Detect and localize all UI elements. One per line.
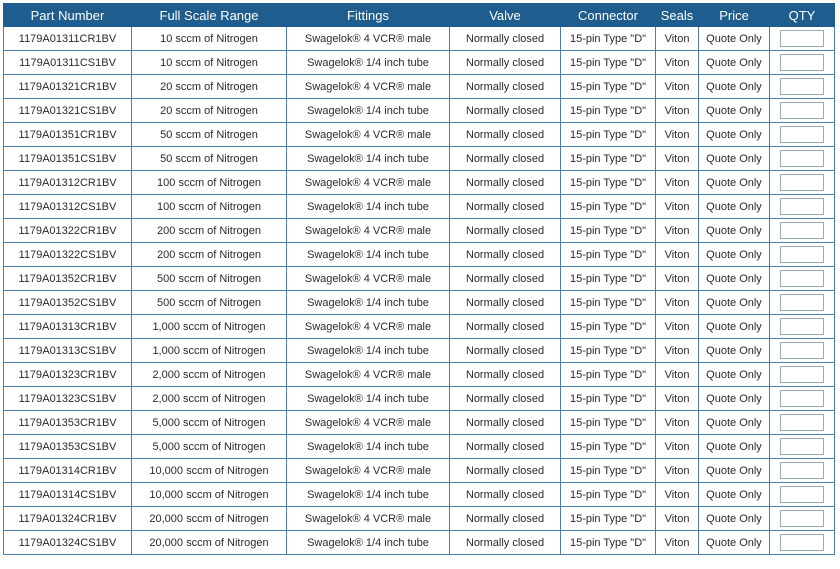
connector-cell: 15-pin Type "D" xyxy=(561,171,656,195)
full-scale-range-cell: 10,000 sccm of Nitrogen xyxy=(132,459,287,483)
connector-cell: 15-pin Type "D" xyxy=(561,219,656,243)
header-qty: QTY xyxy=(770,4,835,27)
header-connector: Connector xyxy=(561,4,656,27)
price-cell: Quote Only xyxy=(699,195,770,219)
seals-cell: Viton xyxy=(656,99,699,123)
qty-cell xyxy=(770,171,835,195)
valve-cell: Normally closed xyxy=(450,195,561,219)
qty-input[interactable] xyxy=(780,390,824,407)
part-number-cell: 1179A01351CS1BV xyxy=(4,147,132,171)
part-number-cell: 1179A01313CR1BV xyxy=(4,315,132,339)
valve-cell: Normally closed xyxy=(450,243,561,267)
seals-cell: Viton xyxy=(656,291,699,315)
price-cell: Quote Only xyxy=(699,339,770,363)
seals-cell: Viton xyxy=(656,411,699,435)
connector-cell: 15-pin Type "D" xyxy=(561,195,656,219)
price-cell: Quote Only xyxy=(699,243,770,267)
seals-cell: Viton xyxy=(656,435,699,459)
qty-input[interactable] xyxy=(780,126,824,143)
fittings-cell: Swagelok® 4 VCR® male xyxy=(287,75,450,99)
qty-cell xyxy=(770,339,835,363)
price-cell: Quote Only xyxy=(699,315,770,339)
seals-cell: Viton xyxy=(656,27,699,51)
qty-input[interactable] xyxy=(780,246,824,263)
seals-cell: Viton xyxy=(656,51,699,75)
seals-cell: Viton xyxy=(656,267,699,291)
qty-cell xyxy=(770,219,835,243)
connector-cell: 15-pin Type "D" xyxy=(561,531,656,555)
seals-cell: Viton xyxy=(656,171,699,195)
table-row xyxy=(4,459,835,483)
part-number-cell: 1179A01313CS1BV xyxy=(4,339,132,363)
valve-cell: Normally closed xyxy=(450,459,561,483)
part-number-cell: 1179A01311CS1BV xyxy=(4,51,132,75)
table-row xyxy=(4,507,835,531)
fittings-cell: Swagelok® 1/4 inch tube xyxy=(287,531,450,555)
seals-cell: Viton xyxy=(656,315,699,339)
connector-cell: 15-pin Type "D" xyxy=(561,75,656,99)
table-row xyxy=(4,51,835,75)
header-seals: Seals xyxy=(656,4,699,27)
qty-cell xyxy=(770,99,835,123)
price-cell: Quote Only xyxy=(699,27,770,51)
connector-cell: 15-pin Type "D" xyxy=(561,459,656,483)
qty-input[interactable] xyxy=(780,534,824,551)
qty-input[interactable] xyxy=(780,462,824,479)
full-scale-range-cell: 10,000 sccm of Nitrogen xyxy=(132,483,287,507)
parts-table xyxy=(3,3,835,555)
connector-cell: 15-pin Type "D" xyxy=(561,411,656,435)
fittings-cell: Swagelok® 1/4 inch tube xyxy=(287,243,450,267)
connector-cell: 15-pin Type "D" xyxy=(561,387,656,411)
qty-input[interactable] xyxy=(780,342,824,359)
part-number-cell: 1179A01321CS1BV xyxy=(4,99,132,123)
fittings-cell: Swagelok® 4 VCR® male xyxy=(287,315,450,339)
fittings-cell: Swagelok® 4 VCR® male xyxy=(287,267,450,291)
full-scale-range-cell: 100 sccm of Nitrogen xyxy=(132,171,287,195)
price-cell: Quote Only xyxy=(699,483,770,507)
table-row xyxy=(4,483,835,507)
qty-cell xyxy=(770,435,835,459)
seals-cell: Viton xyxy=(656,459,699,483)
part-number-cell: 1179A01314CS1BV xyxy=(4,483,132,507)
valve-cell: Normally closed xyxy=(450,219,561,243)
fittings-cell: Swagelok® 4 VCR® male xyxy=(287,171,450,195)
connector-cell: 15-pin Type "D" xyxy=(561,291,656,315)
full-scale-range-cell: 1,000 sccm of Nitrogen xyxy=(132,315,287,339)
part-number-cell: 1179A01322CS1BV xyxy=(4,243,132,267)
connector-cell: 15-pin Type "D" xyxy=(561,363,656,387)
part-number-cell: 1179A01311CR1BV xyxy=(4,27,132,51)
valve-cell: Normally closed xyxy=(450,483,561,507)
part-number-cell: 1179A01322CR1BV xyxy=(4,219,132,243)
qty-cell xyxy=(770,411,835,435)
price-cell: Quote Only xyxy=(699,411,770,435)
qty-input[interactable] xyxy=(780,318,824,335)
full-scale-range-cell: 100 sccm of Nitrogen xyxy=(132,195,287,219)
qty-input[interactable] xyxy=(780,294,824,311)
price-cell: Quote Only xyxy=(699,99,770,123)
price-cell: Quote Only xyxy=(699,507,770,531)
connector-cell: 15-pin Type "D" xyxy=(561,483,656,507)
table-row xyxy=(4,267,835,291)
part-number-cell: 1179A01352CS1BV xyxy=(4,291,132,315)
seals-cell: Viton xyxy=(656,123,699,147)
fittings-cell: Swagelok® 1/4 inch tube xyxy=(287,51,450,75)
table-row xyxy=(4,363,835,387)
part-number-cell: 1179A01323CS1BV xyxy=(4,387,132,411)
header-price: Price xyxy=(699,4,770,27)
qty-cell xyxy=(770,75,835,99)
part-number-cell: 1179A01353CR1BV xyxy=(4,411,132,435)
header-fittings: Fittings xyxy=(287,4,450,27)
qty-input[interactable] xyxy=(780,150,824,167)
connector-cell: 15-pin Type "D" xyxy=(561,315,656,339)
connector-cell: 15-pin Type "D" xyxy=(561,147,656,171)
fittings-cell: Swagelok® 1/4 inch tube xyxy=(287,435,450,459)
full-scale-range-cell: 200 sccm of Nitrogen xyxy=(132,219,287,243)
full-scale-range-cell: 2,000 sccm of Nitrogen xyxy=(132,387,287,411)
price-cell: Quote Only xyxy=(699,363,770,387)
valve-cell: Normally closed xyxy=(450,339,561,363)
connector-cell: 15-pin Type "D" xyxy=(561,99,656,123)
full-scale-range-cell: 1,000 sccm of Nitrogen xyxy=(132,339,287,363)
qty-input[interactable] xyxy=(780,438,824,455)
table-row xyxy=(4,99,835,123)
table-body xyxy=(4,27,835,555)
qty-cell xyxy=(770,531,835,555)
table-row xyxy=(4,219,835,243)
qty-input[interactable] xyxy=(780,222,824,239)
price-cell: Quote Only xyxy=(699,387,770,411)
qty-input[interactable] xyxy=(780,414,824,431)
table-row xyxy=(4,75,835,99)
full-scale-range-cell: 2,000 sccm of Nitrogen xyxy=(132,363,287,387)
table-row xyxy=(4,171,835,195)
table-row xyxy=(4,435,835,459)
full-scale-range-cell: 5,000 sccm of Nitrogen xyxy=(132,411,287,435)
qty-cell xyxy=(770,507,835,531)
qty-input[interactable] xyxy=(780,30,824,47)
part-number-cell: 1179A01351CR1BV xyxy=(4,123,132,147)
valve-cell: Normally closed xyxy=(450,363,561,387)
qty-input[interactable] xyxy=(780,510,824,527)
fittings-cell: Swagelok® 1/4 inch tube xyxy=(287,339,450,363)
qty-input[interactable] xyxy=(780,366,824,383)
part-number-cell: 1179A01353CS1BV xyxy=(4,435,132,459)
seals-cell: Viton xyxy=(656,195,699,219)
connector-cell: 15-pin Type "D" xyxy=(561,507,656,531)
fittings-cell: Swagelok® 4 VCR® male xyxy=(287,219,450,243)
fittings-cell: Swagelok® 1/4 inch tube xyxy=(287,291,450,315)
part-number-cell: 1179A01323CR1BV xyxy=(4,363,132,387)
full-scale-range-cell: 10 sccm of Nitrogen xyxy=(132,27,287,51)
header-full-scale-range: Full Scale Range xyxy=(132,4,287,27)
seals-cell: Viton xyxy=(656,75,699,99)
price-cell: Quote Only xyxy=(699,531,770,555)
fittings-cell: Swagelok® 1/4 inch tube xyxy=(287,387,450,411)
seals-cell: Viton xyxy=(656,483,699,507)
fittings-cell: Swagelok® 1/4 inch tube xyxy=(287,147,450,171)
full-scale-range-cell: 20 sccm of Nitrogen xyxy=(132,99,287,123)
price-cell: Quote Only xyxy=(699,123,770,147)
part-number-cell: 1179A01321CR1BV xyxy=(4,75,132,99)
table-row xyxy=(4,531,835,555)
table-row xyxy=(4,147,835,171)
header-part-number: Part Number xyxy=(4,4,132,27)
qty-cell xyxy=(770,27,835,51)
price-cell: Quote Only xyxy=(699,435,770,459)
full-scale-range-cell: 50 sccm of Nitrogen xyxy=(132,123,287,147)
valve-cell: Normally closed xyxy=(450,99,561,123)
part-number-cell: 1179A01314CR1BV xyxy=(4,459,132,483)
table-row xyxy=(4,315,835,339)
qty-input[interactable] xyxy=(780,102,824,119)
qty-cell xyxy=(770,243,835,267)
qty-cell xyxy=(770,147,835,171)
price-cell: Quote Only xyxy=(699,291,770,315)
valve-cell: Normally closed xyxy=(450,27,561,51)
valve-cell: Normally closed xyxy=(450,411,561,435)
seals-cell: Viton xyxy=(656,243,699,267)
table-row xyxy=(4,195,835,219)
fittings-cell: Swagelok® 1/4 inch tube xyxy=(287,195,450,219)
full-scale-range-cell: 10 sccm of Nitrogen xyxy=(132,51,287,75)
full-scale-range-cell: 500 sccm of Nitrogen xyxy=(132,267,287,291)
valve-cell: Normally closed xyxy=(450,291,561,315)
table-row xyxy=(4,27,835,51)
full-scale-range-cell: 200 sccm of Nitrogen xyxy=(132,243,287,267)
table-header-row xyxy=(4,4,835,27)
seals-cell: Viton xyxy=(656,219,699,243)
price-cell: Quote Only xyxy=(699,51,770,75)
fittings-cell: Swagelok® 1/4 inch tube xyxy=(287,99,450,123)
valve-cell: Normally closed xyxy=(450,507,561,531)
qty-input[interactable] xyxy=(780,270,824,287)
valve-cell: Normally closed xyxy=(450,387,561,411)
part-number-cell: 1179A01324CS1BV xyxy=(4,531,132,555)
qty-cell xyxy=(770,291,835,315)
part-number-cell: 1179A01324CR1BV xyxy=(4,507,132,531)
qty-cell xyxy=(770,363,835,387)
connector-cell: 15-pin Type "D" xyxy=(561,243,656,267)
price-cell: Quote Only xyxy=(699,459,770,483)
table-row xyxy=(4,411,835,435)
fittings-cell: Swagelok® 4 VCR® male xyxy=(287,27,450,51)
table-row xyxy=(4,123,835,147)
valve-cell: Normally closed xyxy=(450,171,561,195)
fittings-cell: Swagelok® 4 VCR® male xyxy=(287,411,450,435)
qty-cell xyxy=(770,315,835,339)
part-number-cell: 1179A01312CR1BV xyxy=(4,171,132,195)
table-row xyxy=(4,339,835,363)
connector-cell: 15-pin Type "D" xyxy=(561,27,656,51)
price-cell: Quote Only xyxy=(699,75,770,99)
connector-cell: 15-pin Type "D" xyxy=(561,51,656,75)
part-number-cell: 1179A01352CR1BV xyxy=(4,267,132,291)
header-valve: Valve xyxy=(450,4,561,27)
full-scale-range-cell: 50 sccm of Nitrogen xyxy=(132,147,287,171)
qty-cell xyxy=(770,267,835,291)
connector-cell: 15-pin Type "D" xyxy=(561,435,656,459)
qty-cell xyxy=(770,195,835,219)
full-scale-range-cell: 500 sccm of Nitrogen xyxy=(132,291,287,315)
qty-input[interactable] xyxy=(780,198,824,215)
qty-input[interactable] xyxy=(780,78,824,95)
seals-cell: Viton xyxy=(656,339,699,363)
seals-cell: Viton xyxy=(656,507,699,531)
full-scale-range-cell: 20,000 sccm of Nitrogen xyxy=(132,507,287,531)
price-cell: Quote Only xyxy=(699,171,770,195)
full-scale-range-cell: 20,000 sccm of Nitrogen xyxy=(132,531,287,555)
parts-table-container xyxy=(3,3,834,555)
connector-cell: 15-pin Type "D" xyxy=(561,123,656,147)
full-scale-range-cell: 20 sccm of Nitrogen xyxy=(132,75,287,99)
qty-cell xyxy=(770,483,835,507)
qty-cell xyxy=(770,387,835,411)
seals-cell: Viton xyxy=(656,363,699,387)
fittings-cell: Swagelok® 4 VCR® male xyxy=(287,363,450,387)
price-cell: Quote Only xyxy=(699,267,770,291)
table-row xyxy=(4,243,835,267)
fittings-cell: Swagelok® 4 VCR® male xyxy=(287,507,450,531)
valve-cell: Normally closed xyxy=(450,147,561,171)
valve-cell: Normally closed xyxy=(450,123,561,147)
connector-cell: 15-pin Type "D" xyxy=(561,267,656,291)
price-cell: Quote Only xyxy=(699,219,770,243)
fittings-cell: Swagelok® 4 VCR® male xyxy=(287,459,450,483)
seals-cell: Viton xyxy=(656,387,699,411)
table-row xyxy=(4,291,835,315)
fittings-cell: Swagelok® 4 VCR® male xyxy=(287,123,450,147)
qty-cell xyxy=(770,123,835,147)
full-scale-range-cell: 5,000 sccm of Nitrogen xyxy=(132,435,287,459)
valve-cell: Normally closed xyxy=(450,267,561,291)
valve-cell: Normally closed xyxy=(450,315,561,339)
fittings-cell: Swagelok® 1/4 inch tube xyxy=(287,483,450,507)
qty-input[interactable] xyxy=(780,486,824,503)
table-row xyxy=(4,387,835,411)
connector-cell: 15-pin Type "D" xyxy=(561,339,656,363)
valve-cell: Normally closed xyxy=(450,531,561,555)
seals-cell: Viton xyxy=(656,147,699,171)
qty-cell xyxy=(770,51,835,75)
seals-cell: Viton xyxy=(656,531,699,555)
qty-input[interactable] xyxy=(780,54,824,71)
price-cell: Quote Only xyxy=(699,147,770,171)
qty-cell xyxy=(770,459,835,483)
valve-cell: Normally closed xyxy=(450,75,561,99)
valve-cell: Normally closed xyxy=(450,435,561,459)
qty-input[interactable] xyxy=(780,174,824,191)
valve-cell: Normally closed xyxy=(450,51,561,75)
part-number-cell: 1179A01312CS1BV xyxy=(4,195,132,219)
